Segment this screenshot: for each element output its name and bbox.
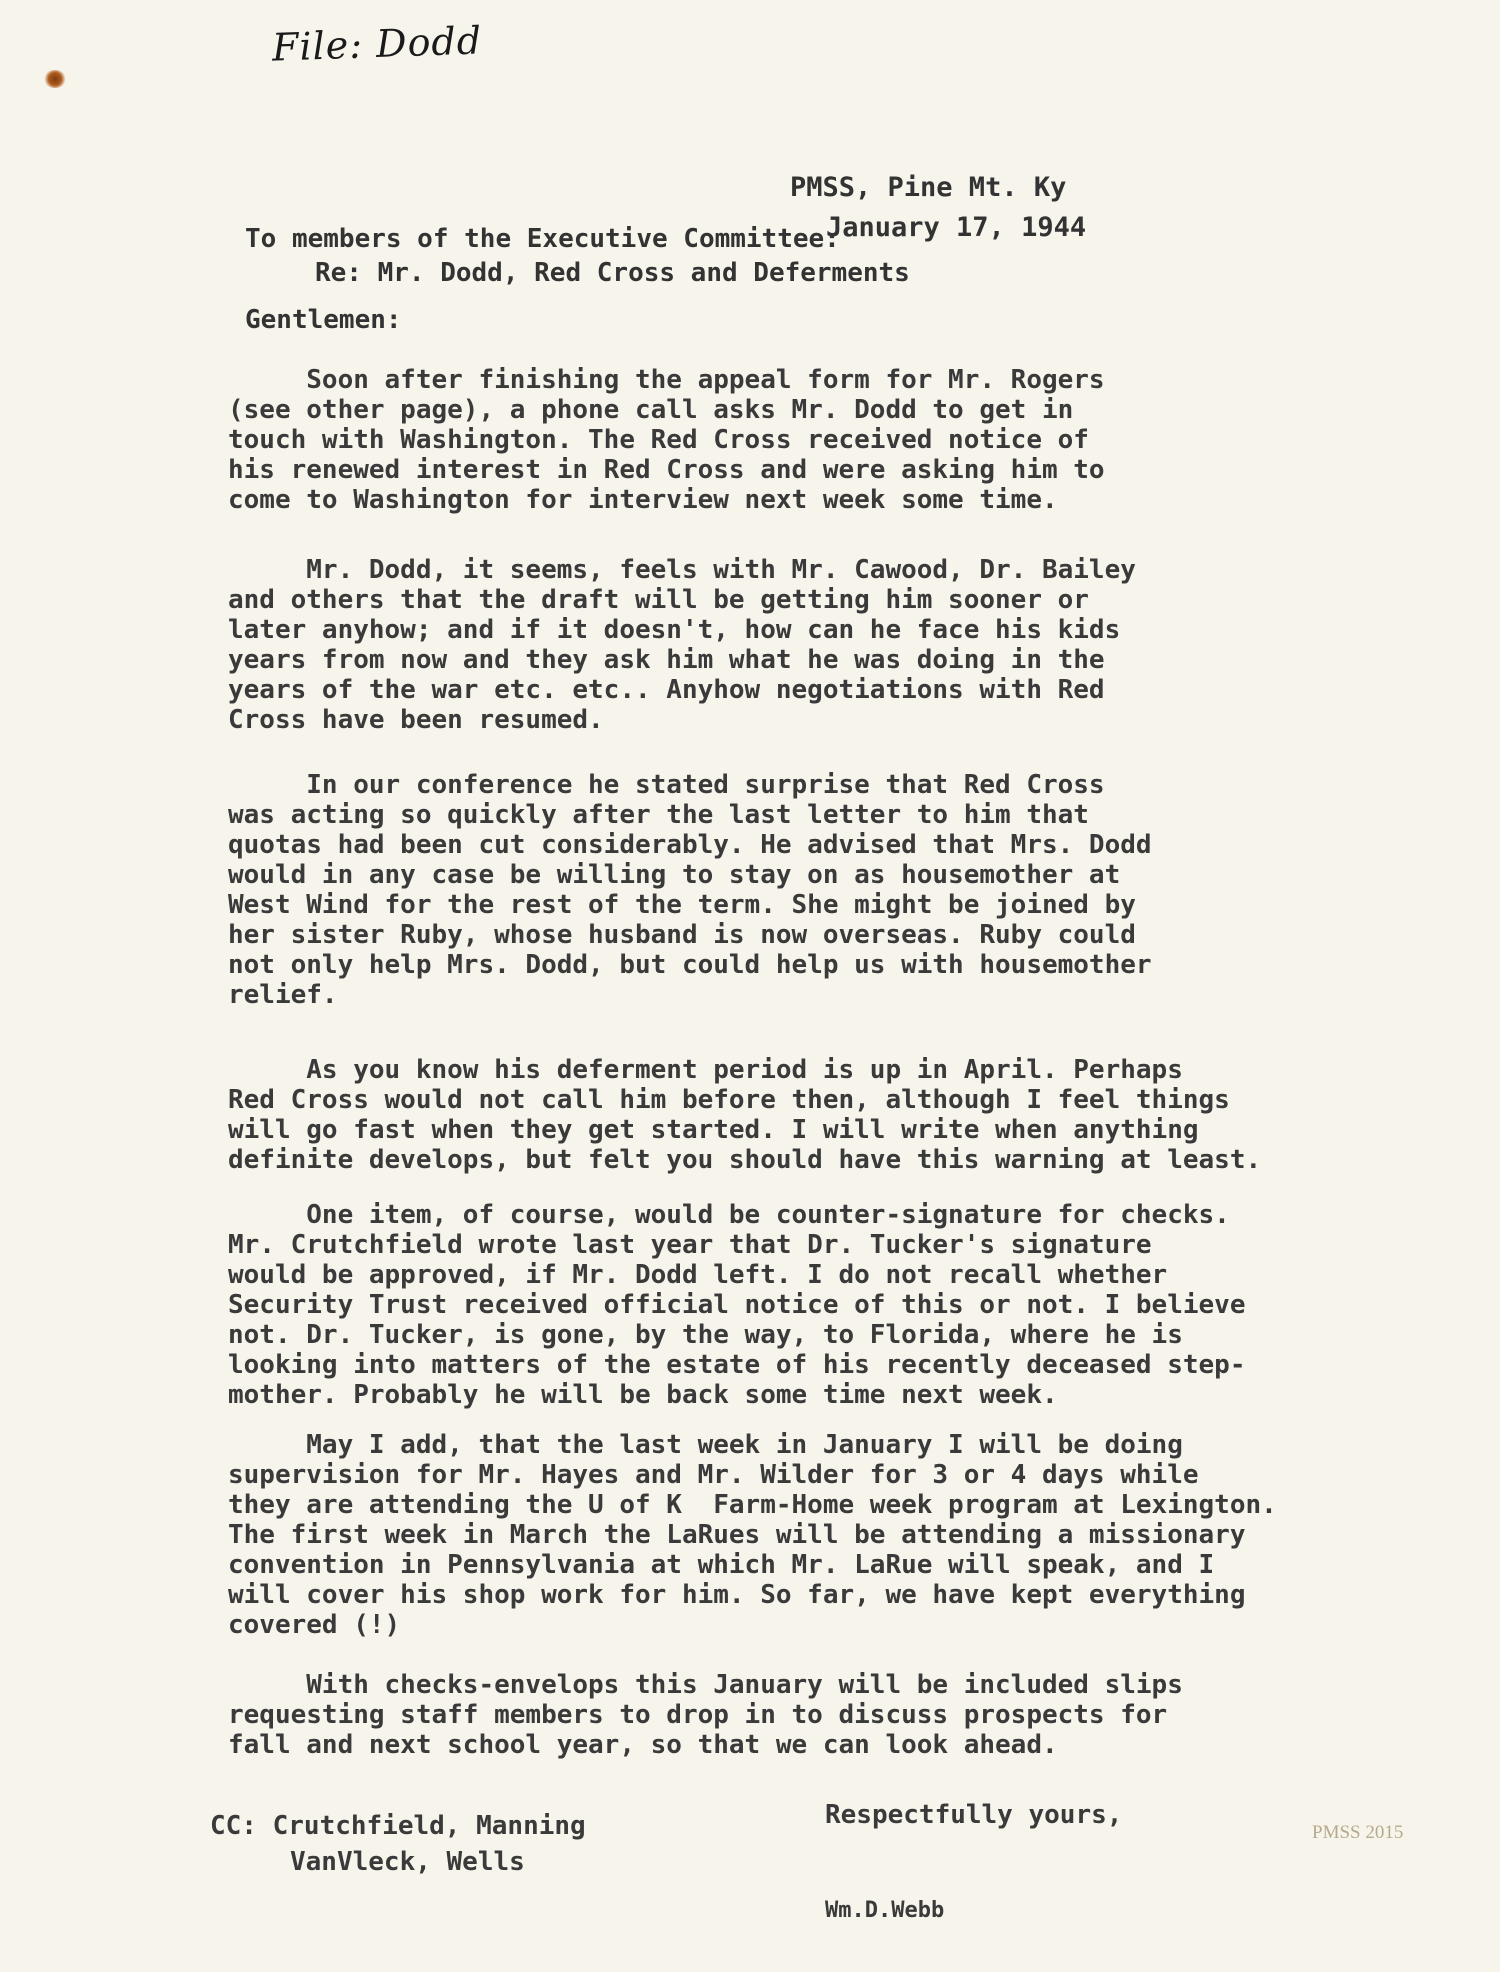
handwritten-note: File: Dodd xyxy=(271,18,483,70)
address-re: Re: Mr. Dodd, Red Cross and Deferments xyxy=(315,258,910,288)
paragraph-line: would in any case be willing to stay on as housemother at xyxy=(228,860,1121,890)
paragraph-line: definite develops, but felt you should have this warning at least. xyxy=(228,1145,1262,1175)
paragraph-line: As you know his deferment period is up in April. Perhaps xyxy=(228,1055,1183,1085)
paragraph-line: years from now and they ask him what he was doing in the xyxy=(228,645,1105,675)
paragraph-line: Mr. Crutchfield wrote last year that Dr. Tucker's signature xyxy=(228,1230,1152,1260)
rust-stain xyxy=(44,70,66,88)
paragraph-6 xyxy=(228,1430,1308,1640)
paragraph-line: The first week in March the LaRues will be attending a missionary xyxy=(228,1520,1246,1550)
paragraph-line: covered (!) xyxy=(228,1610,401,1640)
paragraph-line: convention in Pennsylvania at which Mr. LaRue will speak, and I xyxy=(228,1550,1215,1580)
paragraph-line: his renewed interest in Red Cross and were asking him to xyxy=(228,455,1105,485)
paragraph-4 xyxy=(228,1055,1308,1175)
paragraph-line: mother. Probably he will be back some time next week. xyxy=(228,1380,1058,1410)
paragraph-line: Mr. Dodd, it seems, feels with Mr. Cawood, Dr. Bailey xyxy=(228,555,1136,585)
paragraph-line: not only help Mrs. Dodd, but could help us with housemother xyxy=(228,950,1152,980)
paragraph-line: touch with Washington. The Red Cross received notice of xyxy=(228,425,1089,455)
signature: Wm.D.Webb xyxy=(825,1898,945,1923)
paragraph-line: (see other page), a phone call asks Mr. Dodd to get in xyxy=(228,395,1074,425)
address-to: To members of the Executive Committee: xyxy=(245,224,840,254)
cc-block xyxy=(210,1808,586,1880)
paragraph-line: her sister Ruby, whose husband is now overseas. Ruby could xyxy=(228,920,1136,950)
cc-line-2: VanVleck, Wells xyxy=(290,1847,525,1877)
paragraph-line: years of the war etc. etc.. Anyhow negotiations with Red xyxy=(228,675,1105,705)
paragraph-2 xyxy=(228,555,1308,735)
paragraph-1 xyxy=(228,365,1308,515)
paragraph-line: requesting staff members to drop in to discuss prospects for xyxy=(228,1700,1168,1730)
watermark: PMSS 2015 xyxy=(1312,1822,1404,1843)
paragraph-line: later anyhow; and if it doesn't, how can he face his kids xyxy=(228,615,1121,645)
paragraph-line: relief. xyxy=(228,980,338,1010)
paragraph-line: come to Washington for interview next week some time. xyxy=(228,485,1058,515)
salutation: Gentlemen: xyxy=(245,305,402,335)
paragraph-line: they are attending the U of K Farm-Home week program at Lexington. xyxy=(228,1490,1277,1520)
paragraph-line: not. Dr. Tucker, is gone, by the way, to Florida, where he is xyxy=(228,1320,1183,1350)
paragraph-line: In our conference he stated surprise that Red Cross xyxy=(228,770,1105,800)
paragraph-line: May I add, that the last week in January I will be doing xyxy=(228,1430,1183,1460)
paragraph-line: Red Cross would not call him before then, although I feel things xyxy=(228,1085,1230,1115)
paragraph-line: would be approved, if Mr. Dodd left. I do not recall whether xyxy=(228,1260,1168,1290)
address-block xyxy=(245,222,910,290)
paragraph-line: was acting so quickly after the last letter to him that xyxy=(228,800,1089,830)
paragraph-line: Cross have been resumed. xyxy=(228,705,604,735)
cc-line-1: CC: Crutchfield, Manning xyxy=(210,1811,586,1841)
paragraph-line: will go fast when they get started. I will write when anything xyxy=(228,1115,1199,1145)
paragraph-line: will cover his shop work for him. So far, we have kept everything xyxy=(228,1580,1246,1610)
header-date: January 17, 1944 xyxy=(826,212,1087,243)
paragraph-line: With checks-envelops this January will be included slips xyxy=(228,1670,1183,1700)
header-place: PMSS, Pine Mt. Ky xyxy=(790,172,1067,203)
paragraph-line: One item, of course, would be counter-signature for checks. xyxy=(228,1200,1230,1230)
paragraph-line: West Wind for the rest of the term. She might be joined by xyxy=(228,890,1136,920)
paragraph-3 xyxy=(228,770,1308,1010)
paragraph-line: supervision for Mr. Hayes and Mr. Wilder for 3 or 4 days while xyxy=(228,1460,1199,1490)
paragraph-line: looking into matters of the estate of his recently deceased step- xyxy=(228,1350,1246,1380)
paragraph-line: fall and next school year, so that we can look ahead. xyxy=(228,1730,1058,1760)
paragraph-5 xyxy=(228,1200,1308,1410)
closing: Respectfully yours, xyxy=(825,1800,1123,1830)
paragraph-line: Soon after finishing the appeal form for Mr. Rogers xyxy=(228,365,1105,395)
paragraph-line: and others that the draft will be getting him sooner or xyxy=(228,585,1089,615)
paragraph-line: Security Trust received official notice of this or not. I believe xyxy=(228,1290,1246,1320)
paragraph-7 xyxy=(228,1670,1308,1760)
paragraph-line: quotas had been cut considerably. He advised that Mrs. Dodd xyxy=(228,830,1152,860)
